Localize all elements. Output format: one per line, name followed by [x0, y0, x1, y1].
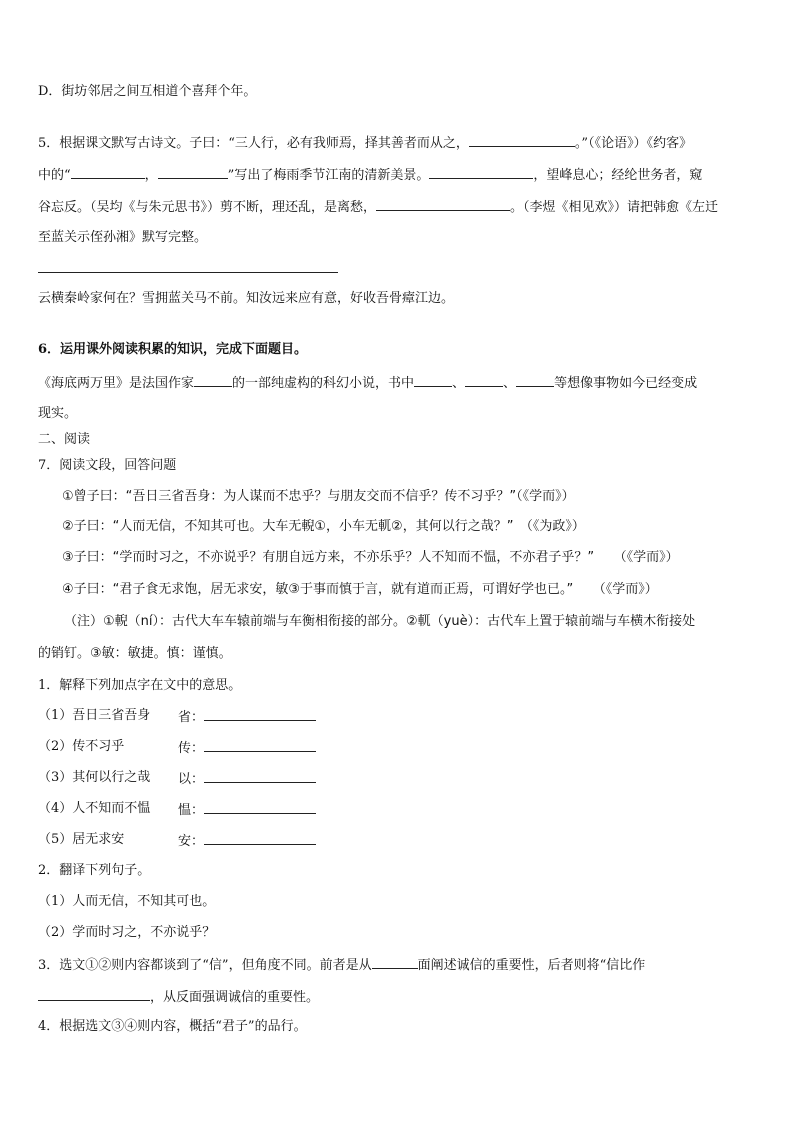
q7-sub1-item-5-answer: [178, 830, 316, 852]
q7-sub2-item-2: （2）学而时习之，不亦说乎？: [38, 925, 216, 940]
section-title-reading: 二、阅读: [38, 432, 91, 447]
q7-title: 7．阅读文段，回答问题: [38, 458, 177, 473]
q6-blank-author[interactable]: [194, 372, 232, 387]
q5-line-1: [38, 132, 756, 154]
q5-line2-text-c: ”写出了梅雨季节江南的清新美景。: [227, 168, 430, 183]
q7-sub1-blank-1[interactable]: [204, 706, 316, 721]
q6-blank-3[interactable]: [516, 372, 554, 387]
q6-line1-text-c: 等想像事物如今已经变成: [554, 376, 698, 391]
q7-sub1-item-key: 传：: [178, 741, 205, 756]
q4-option-d: D．街坊邻居之间互相道个喜拜个年。: [38, 84, 257, 99]
q6-line-1: [38, 372, 756, 394]
q6-sep-1: 、: [452, 376, 466, 391]
q7-sub1-item-2: [38, 737, 756, 757]
q7-passage-4: ④子曰：“君子食无求饱，居无求安，敏③于事而慎于言，就有道而正焉，可谓好学也已。” （《学而》）: [62, 582, 658, 597]
q7-sub1-blank-5[interactable]: [204, 830, 316, 845]
q7-sub1-blank-2[interactable]: [204, 737, 316, 752]
q7-sub3-line-2: [38, 986, 756, 1008]
q7-sub3-line-1: [38, 954, 756, 976]
q7-sub1-item-3: [38, 768, 756, 788]
q7-sub3-blank-2[interactable]: [38, 986, 150, 1001]
q5-blank-3[interactable]: [158, 164, 228, 179]
q5-poem-answer: 云横秦岭家何在？雪拥蓝关马不前。知汝远来应有意，好收吾骨瘴江边。: [38, 291, 455, 306]
q7-sub1-item-2-answer: [178, 737, 316, 759]
q6-title: 6．运用课外阅读积累的知识，完成下面题目。: [38, 342, 308, 357]
q6-line1-text-a: 《海底两万里》是法国作家: [38, 376, 195, 391]
q7-passage-2: ②子曰：“人而无信，不知其可也。大车无輗①，小车无軏②，其何以行之哉？” （《为政》）: [62, 519, 585, 534]
q7-sub1-blank-3[interactable]: [204, 768, 316, 783]
q7-sub3-text-a: 3．选文①②则内容都谈到了“信”，但角度不同。前者是从: [38, 958, 372, 973]
q5-line1-text-b: 。”（《论语》）《约客》: [574, 136, 693, 151]
q7-passage-3: ③子曰：“学而时习之，不亦说乎？有朋自远方来，不亦乐乎？人不知而不愠，不亦君子乎？” （《学而》）: [62, 550, 679, 565]
q7-sub1-item-question: （4）人不知而不愠: [38, 801, 151, 816]
q7-note-line-2: 的销钉。③敏：敏捷。慎：谨慎。: [38, 646, 232, 661]
q5-line-3: [38, 196, 756, 218]
q7-sub1-item-key: 安：: [178, 834, 205, 849]
q7-sub1-item-4: [38, 799, 756, 819]
q7-sub1-item-1-answer: [178, 706, 316, 728]
q7-note-line-1: （注）①輗（ní）：古代大车车辕前端与车衡相衔接的部分。②軏（yuè）：古代车上置于辕前端与车横木衔接处: [64, 614, 696, 629]
q7-sub1-item-4-answer: [178, 799, 316, 821]
q5-blank-4[interactable]: [429, 164, 533, 179]
q5-line1-text-a: 5．根据课文默写古诗文。子曰：“三人行，必有我师焉，择其善者而从之，: [38, 136, 469, 151]
q7-sub1-item-key: 愠：: [178, 803, 205, 818]
q5-line3-text-b: 。（李煜《相见欢》）请把韩愈《左迁: [510, 200, 719, 215]
q7-sub1-item-question: （1）吾日三省吾身: [38, 708, 151, 723]
q6-sep-2: 、: [503, 376, 517, 391]
q7-sub1-item-key: 省：: [178, 710, 205, 725]
q5-blank-2[interactable]: [71, 164, 145, 179]
q5-line2-text-d: ，望峰息心；经纶世务者，窥: [533, 168, 703, 183]
q5-line3-text-a: 谷忘反。（吴均《与朱元思书》）剪不断，理还乱，是离愁，: [38, 200, 377, 215]
q6-blank-1[interactable]: [414, 372, 452, 387]
q6-line1-text-b: 的一部纯虚构的科幻小说，书中: [232, 376, 415, 391]
q7-sub1-item-5: [38, 830, 756, 850]
q7-sub1-item-key: 以：: [178, 772, 205, 787]
q7-sub2-item-1: （1）人而无信，不知其可也。: [38, 894, 216, 909]
q7-sub2-title: 2．翻译下列句子。: [38, 863, 151, 878]
q5-line2-text-a: 中的“: [38, 168, 71, 183]
q5-line-2: [38, 164, 756, 186]
q7-sub3-text-b: 面阐述诚信的重要性，后者则将“信比作: [417, 958, 646, 973]
q5-line2-text-b: ，: [144, 168, 158, 183]
q7-passage-1: ①曾子曰：“吾日三省吾身：为人谋而不忠乎？与朋友交而不信乎？传不习乎？”（《学而》）: [62, 489, 575, 504]
q5-line-4: 至蓝关示侄孙湘》默写完整。: [38, 230, 208, 245]
q7-sub1-item-question: （3）其何以行之哉: [38, 770, 151, 785]
q7-sub1-item-3-answer: [178, 768, 316, 790]
q7-sub1-item-question: （2）传不习乎: [38, 739, 125, 754]
q5-blank-5[interactable]: [376, 196, 510, 211]
q6-blank-2[interactable]: [465, 372, 503, 387]
q7-sub3-text-c: ，从反面强调诚信的重要性。: [150, 990, 320, 1005]
q7-sub3-blank-1[interactable]: [372, 954, 418, 969]
q7-sub1-title: 1．解释下列加点字在文中的意思。: [38, 678, 242, 693]
q5-answer-rule[interactable]: [38, 272, 338, 273]
q7-sub1-item-1: [38, 706, 756, 726]
q5-blank-1[interactable]: [469, 132, 575, 147]
q7-sub1-item-question: （5）居无求安: [38, 832, 125, 847]
q6-line-2: 现实。: [38, 406, 78, 421]
q7-sub1-blank-4[interactable]: [204, 799, 316, 814]
q7-sub4: 4．根据选文③④则内容，概括“君子”的品行。: [38, 1019, 307, 1034]
